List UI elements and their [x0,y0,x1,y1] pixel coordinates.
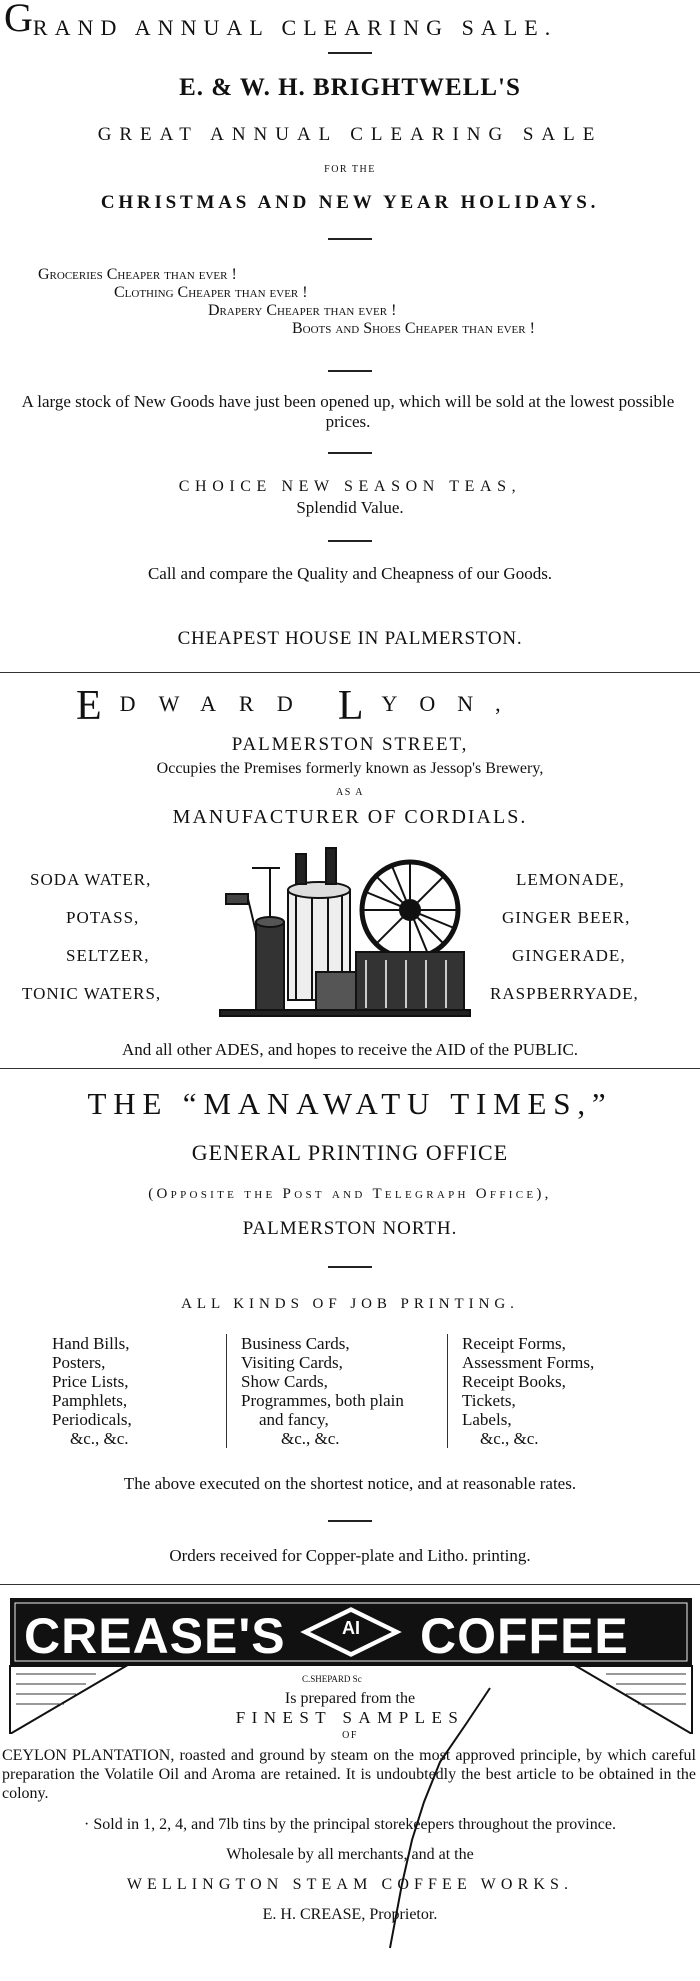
times-orders: Orders received for Copper-plate and Litho. printing. [169,1546,531,1565]
coffee-wholesale: Wholesale by all merchants, and at the [226,1846,474,1863]
printing-column [226,1334,447,1448]
lyon-name [76,682,523,730]
coffee-of: OF [342,1730,358,1741]
coffee-sold: · Sold in 1, 2, 4, and 7lb tins by the principal storekeepers throughout the province. [84,1816,616,1833]
new-goods-text: A large stock of New Goods have just been opened up, which will be sold at the lowest possible prices. [21,392,675,431]
lyon-initial-l: L [337,683,364,729]
printing-column [447,1334,656,1448]
for-the-label: FOR THE [324,164,376,175]
printing-item: &c., &c. [480,1429,539,1448]
divider [328,540,372,542]
firm-name: E. & W. H. BRIGHTWELL'S [179,74,521,101]
printing-item: Receipt Forms, [462,1334,566,1353]
lyon-closing: And all other ADES, and hopes to receive the AID of the PUBLIC. [121,1040,579,1059]
printing-item: Tickets, [462,1391,516,1410]
divider [328,370,372,372]
lyon-manufacturer: MANUFACTURER OF CORDIALS. [172,806,528,828]
times-opposite: (Opposite the Post and Telegraph Office), [148,1186,552,1202]
printing-item: Posters, [52,1353,106,1372]
divider [328,238,372,240]
printing-item: Hand Bills, [52,1334,130,1353]
lyon-occupies: Occupies the Premises formerly known as Jessop's Brewery, [156,760,544,777]
sale-heading-initial: G [4,0,33,40]
drink-left: SODA WATER, [30,870,152,889]
section-divider [0,1068,700,1069]
printing-item: Periodicals, [52,1410,132,1429]
cordial-machine-illustration [216,842,474,1018]
printing-item: Pamphlets, [52,1391,128,1410]
divider [328,452,372,454]
drink-right: LEMONADE, [516,870,625,889]
a1-badge-icon: AI [342,1618,360,1638]
sale-heading [4,0,557,41]
drink-left: SELTZER, [66,946,150,965]
printing-item: and fancy, [259,1410,329,1429]
printing-item: Receipt Books, [462,1372,566,1391]
section-divider [0,1584,700,1585]
times-title: THE “MANAWATU TIMES,” [87,1086,613,1121]
coffee-finest: FINEST SAMPLES [235,1708,465,1727]
printing-item: Business Cards, [241,1334,350,1353]
lyon-name-dward: DWARD [119,691,316,716]
divider [328,52,372,54]
drink-left: POTASS, [66,908,140,927]
cheaper-line: Boots and Shoes Cheaper than ever ! [292,320,535,337]
printing-item: &c., &c. [70,1429,129,1448]
printing-item: Show Cards, [241,1372,328,1391]
drink-right: GINGER BEER, [502,908,631,927]
sale-subtitle: GREAT ANNUAL CLEARING SALE [97,124,603,145]
teas-line: CHOICE NEW SEASON TEAS, [178,478,522,495]
divider [328,1266,372,1268]
coffee-ceylon: CEYLON PLANTATION, roasted and ground by steam on the most approved principle, by which careful preparation the Volatile Oil and Aroma are retained. It is undoubtedly the best article to be obtained in the colony. [2,1747,696,1802]
compare-line: Call and compare the Quality and Cheapness of our Goods. [147,564,553,583]
cheaper-line: Groceries Cheaper than ever ! [38,266,237,283]
teas-subline: Splendid Value. [296,498,404,517]
cheaper-line: Drapery Cheaper than ever ! [208,302,397,319]
engraver-credit: C.SHEPARD Sc [302,1674,362,1684]
times-office: GENERAL PRINTING OFFICE [191,1140,509,1165]
cheaper-list [38,266,535,338]
times-notice: The above executed on the shortest notice, and at reasonable rates. [123,1474,577,1493]
sale-heading-text: RAND ANNUAL CLEARING SALE. [32,15,558,40]
coffee-works: WELLINGTON STEAM COFFEE WORKS. [126,1876,574,1893]
coffee-prepared: Is prepared from the [284,1690,416,1707]
printing-column [38,1334,226,1448]
drink-left: TONIC WATERS, [22,984,162,1003]
divider [328,1520,372,1522]
times-town: PALMERSTON NORTH. [242,1218,458,1239]
coffee-proprietor: E. H. CREASE, Proprietor. [262,1906,438,1923]
lyon-name-yon: YON, [381,691,523,716]
lyon-street: PALMERSTON STREET, [231,734,469,755]
printing-item: Assessment Forms, [462,1353,595,1372]
cheapest-line: CHEAPEST HOUSE IN PALMERSTON. [177,628,523,649]
printing-item: Price Lists, [52,1372,129,1391]
drink-right: GINGERADE, [512,946,626,965]
printing-item: Visiting Cards, [241,1353,343,1372]
printing-columns [38,1334,698,1448]
banner-right-text: COFFEE [420,1608,629,1664]
lyon-initial-e: E [76,683,102,729]
cheaper-line: Clothing Cheaper than ever ! [114,284,308,301]
section-divider [0,672,700,673]
holidays-line: CHRISTMAS AND NEW YEAR HOLIDAYS. [100,192,600,213]
printing-item: Programmes, both plain [241,1391,404,1410]
as-a-label: AS A [336,787,364,798]
printing-item: Labels, [462,1410,512,1429]
drink-right: RASPBERRYADE, [490,984,639,1003]
printing-item: &c., &c. [281,1429,340,1448]
banner-left-text: CREASE'S [24,1608,286,1664]
job-printing-line: ALL KINDS OF JOB PRINTING. [181,1296,519,1312]
paper-tear-line [380,1684,500,1954]
